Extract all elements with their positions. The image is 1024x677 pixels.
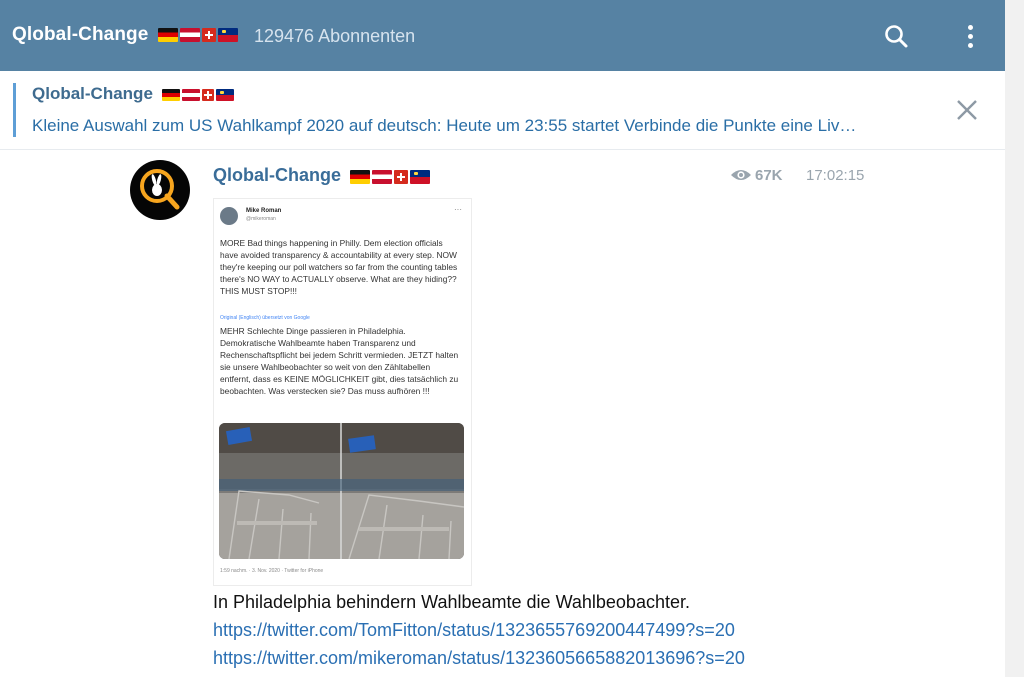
subscriber-count: 129476 Abonnenten: [254, 26, 416, 46]
pinned-flags: [162, 85, 236, 105]
tweet-footer: 1:59 nachm. · 3. Nov. 2020 · Twitter for iPhone: [220, 568, 324, 574]
message-link-1[interactable]: https://twitter.com/TomFitton/status/1323655769200447499?s=20: [213, 620, 735, 640]
at-flag-icon: [182, 89, 200, 101]
at-flag-icon: [372, 170, 392, 184]
pinned-message[interactable]: [0, 71, 1005, 150]
tweet-more-icon: ···: [454, 205, 462, 214]
pinned-accent-bar: [13, 83, 16, 137]
pinned-title: [32, 84, 236, 105]
pinned-text: Kleine Auswahl zum US Wahlkampf 2020 auf deutsch: Heute um 23:55 startet Verbinde die Punkte eine Liv…: [32, 116, 857, 135]
message-time: 17:02:15: [806, 167, 865, 184]
channel-avatar[interactable]: [130, 160, 190, 220]
tweet-author-handle: @mikeroman: [246, 216, 276, 222]
de-flag-icon: [350, 170, 370, 184]
channel-title[interactable]: [12, 24, 240, 46]
channel-title-text: Qlobal-Change: [12, 24, 149, 46]
message-author-text: Qlobal-Change: [213, 165, 342, 185]
de-flag-icon: [158, 28, 178, 42]
tweet-avatar: [220, 207, 238, 225]
tweet-photo-counting-hall: [219, 423, 464, 559]
li-flag-icon: [218, 28, 238, 42]
tweet-translation-note: Original (Englisch) übersetzt von Google: [220, 315, 310, 321]
ch-flag-icon: [202, 28, 216, 42]
scrollbar-track[interactable]: [1005, 0, 1024, 677]
message-photo[interactable]: [213, 198, 472, 586]
flags-group: [158, 24, 240, 46]
ch-flag-icon: [202, 89, 214, 101]
message-caption: In Philadelphia behindern Wahlbeamte die Wahlbeobachter.: [213, 592, 690, 612]
more-vertical-icon[interactable]: [956, 22, 984, 50]
message-author[interactable]: [213, 165, 432, 187]
close-icon[interactable]: [954, 97, 980, 123]
channel-header: [0, 0, 1005, 71]
tweet-text-german: MEHR Schlechte Dinge passieren in Philadelphia. Demokratische Wahlbeamte haben Transparenz und Rechenschaftspflicht bei jedem Schritt vermieden. JETZT halten sie unsere Wahlbeobachter so weit von den Zähltabellen entfernt, dass es KEINE MÖGLICHKEIT gibt, dies tatsächlich zu beobachten. Was verstecken sie? Das muss aufhören !!!: [220, 326, 459, 396]
view-count: [730, 167, 783, 184]
at-flag-icon: [180, 28, 200, 42]
eye-icon: [730, 168, 752, 182]
de-flag-icon: [162, 89, 180, 101]
pinned-title-text: Qlobal-Change: [32, 84, 153, 103]
author-flags: [350, 166, 432, 187]
view-count-text: 67K: [755, 167, 783, 184]
message-link-2[interactable]: https://twitter.com/mikeroman/status/1323605665882013696?s=20: [213, 648, 745, 668]
search-icon[interactable]: [882, 22, 910, 50]
ch-flag-icon: [394, 170, 408, 184]
tweet-text-english: MORE Bad things happening in Philly. Dem election officials have avoided transparency & accountability at every step. NOW they're keeping our poll watchers so far from the counting tables there's NO WAY to ACTUALLY observe. What are they hiding?? THIS MUST STOP!!!: [220, 238, 458, 296]
tweet-author-name: Mike Roman: [246, 208, 282, 214]
li-flag-icon: [410, 170, 430, 184]
li-flag-icon: [216, 89, 234, 101]
